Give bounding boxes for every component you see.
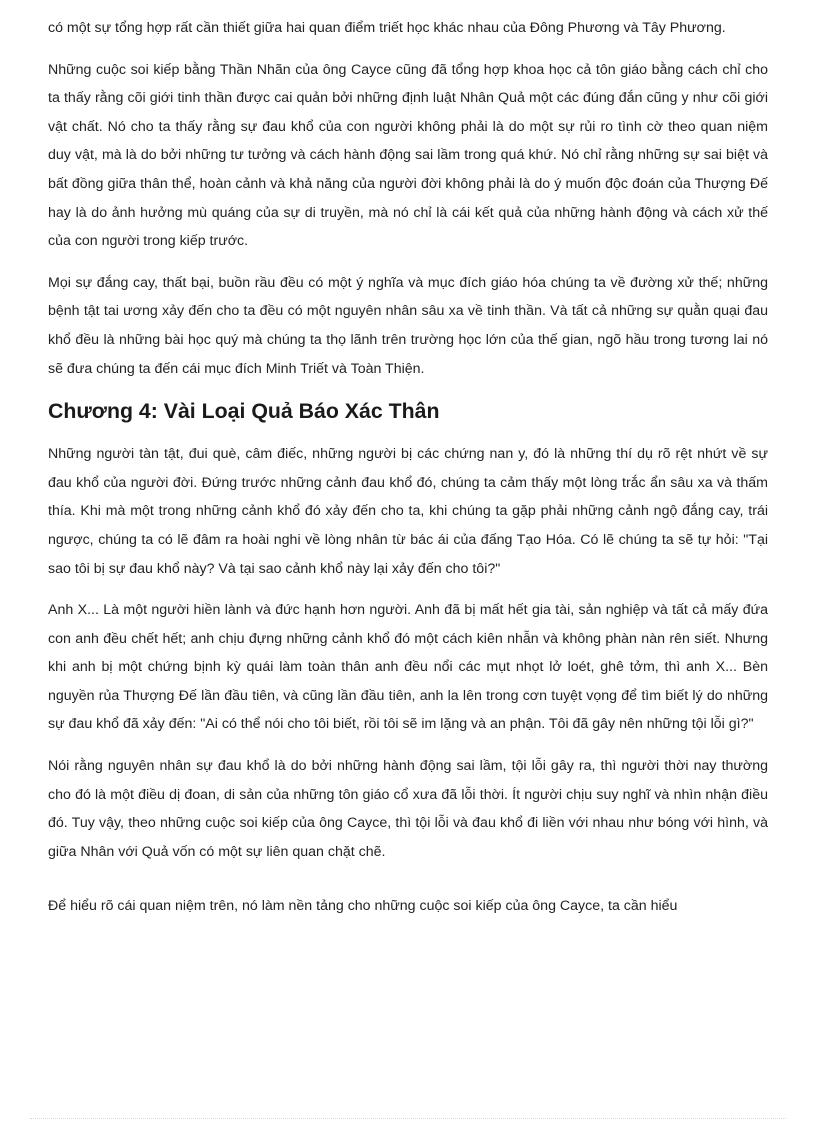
paragraph-disabled-people: Những người tàn tật, đui què, câm điếc, những người bị các chứng nan y, đó là những thí dụ rõ rệt nhứt về sự đau khổ của người đời. Đứng trước những cảnh đau khổ đó, chúng ta cảm thấy một lòng trắc ẩn sâu xa và thấm thía. Khi mà một trong những cảnh khổ đó xảy đến cho ta, khi chúng ta gặp phải những cảnh ngộ đắng cay, trái ngược, chúng ta có lẽ đâm ra hoài nghi về lòng nhân từ bác ái của đấng Tạo Hóa. Có lẽ chúng ta sẽ tự hỏi: "Tại sao tôi bị sự đau khổ này? Và tại sao cảnh khổ này lại xảy đến cho tôi?": [48, 446, 768, 577]
paragraph-understanding-concept: Để hiểu rõ cái quan niệm trên, nó làm nền tảng cho những cuộc soi kiếp của ông Cayce, ta cần hiểu: [48, 898, 678, 915]
paragraph-cause-of-suffering: Nói rằng nguyên nhân sự đau khổ là do bởi những hành động sai lầm, tội lỗi gây ra, thì người thời nay thường cho đó là một điều dị đoan, di sản của những tôn giáo cổ xưa đã lỗi thời. Ít người chịu suy nghĩ và nhìn nhận điều đó. Tuy vậy, theo những cuộc soi kiếp của ông Cayce, thì tội lỗi và đau khổ đi liền với nhau như bóng với hình, và giữa Nhân với Quả vốn có một sự liên quan chặt chẽ.: [48, 758, 768, 860]
chapter-heading: Chương 4: Vài Loại Quả Báo Xác Thân: [48, 399, 440, 424]
paragraph-intro-continuation: có một sự tổng hợp rất cần thiết giữa hai quan điểm triết học khác nhau của Đông Phương và Tây Phương.: [48, 20, 726, 36]
paragraph-cayce-synthesis: Những cuộc soi kiếp bằng Thần Nhãn của ông Cayce cũng đã tổng hợp khoa học cả tôn giáo bằng cách chỉ cho ta thấy rằng cõi giới tinh thần được cai quản bởi những định luật Nhân Quả một các đúng đắn cũng y như cõi giới vật chất. Nó cho ta thấy rằng sự đau khổ của con người không phải là do một sự rủi ro tình cờ theo quan niệm duy vật, mà là do bởi những tư tưởng và cách hành động sai lầm trong quá khứ. Nó chỉ rằng những sự sai biệt và bất đồng giữa thân thể, hoàn cảnh và khả năng của người đời không phải là do ý muốn độc đoán của Thượng Đế hay là do ảnh hưởng mù quáng của sự di truyền, mà nó chỉ là cái kết quả của những hành động và cách xử thế của con người trong kiếp trước.: [48, 61, 768, 250]
paragraph-mister-x: Anh X... Là một người hiền lành và đức hạnh hơn người. Anh đã bị mất hết gia tài, sản nghiệp và tất cả mấy đứa con anh đều chết hết; anh chịu đựng những cảnh khổ đó một cách kiên nhẫn và không phàn nàn rên siết. Nhưng khi anh bị một chứng bịnh kỳ quái làm toàn thân anh đều nổi các mụt nhọt lở loét, ghê tởm, thì anh X... Bèn nguyền rủa Thượng Đế lần đầu tiên, và cũng lần đầu tiên, anh la lên trong cơn tuyệt vọng để tìm biết lý do những sự đau khổ đã xảy đến: "Ai có thể nói cho tôi biết, rồi tôi sẽ im lặng và an phận. Tôi đã gây nên những tội lỗi gì?": [48, 602, 768, 733]
paragraph-suffering-meaning: Mọi sự đắng cay, thất bại, buồn rầu đều có một ý nghĩa và mục đích giáo hóa chúng ta về đường xử thế; những bệnh tật tai ương xảy đến cho ta đều có một nguyên nhân sâu xa về tinh thần. Và tất cả những sự quằn quại đau khổ đều là những bài học quý mà chúng ta thọ lãnh trên trường học lớn của thế gian, ngõ hầu trong tương lai nó sẽ đưa chúng ta đến cái mục đích Minh Triết và Toàn Thiện.: [48, 274, 768, 377]
page-bottom-divider: [30, 1118, 786, 1119]
document-page: [48, 14, 768, 934]
